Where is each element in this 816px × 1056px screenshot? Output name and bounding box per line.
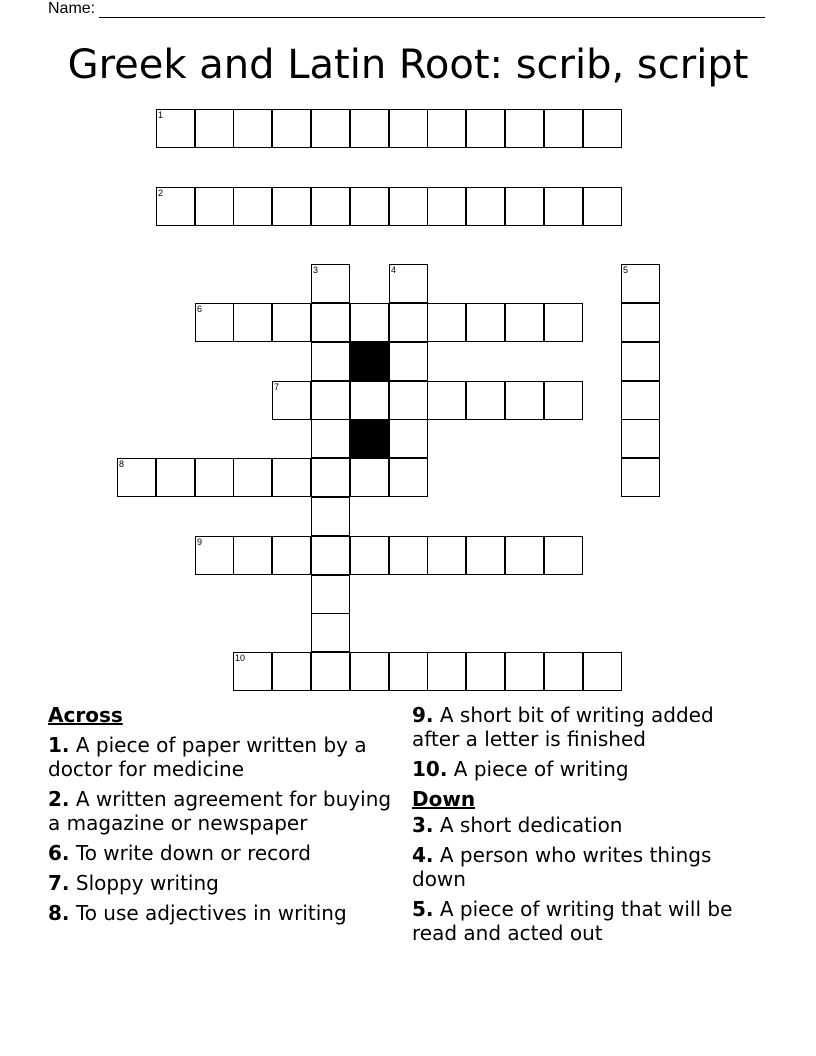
- crossword-cell[interactable]: [311, 303, 350, 342]
- crossword-cell[interactable]: [311, 652, 350, 691]
- crossword-cell[interactable]: [389, 342, 428, 381]
- crossword-cell[interactable]: [389, 419, 428, 458]
- crossword-cell[interactable]: [505, 381, 544, 420]
- crossword-cell[interactable]: [544, 652, 583, 691]
- crossword-cell[interactable]: [272, 109, 311, 148]
- crossword-black-cell: [350, 419, 389, 458]
- crossword-cell[interactable]: [427, 109, 466, 148]
- clue-down-4: 4. A person who writes things down: [412, 843, 712, 891]
- crossword-cell[interactable]: [272, 381, 311, 420]
- crossword-cell[interactable]: [427, 536, 466, 575]
- crossword-cell[interactable]: [389, 652, 428, 691]
- crossword-cell[interactable]: [311, 264, 350, 303]
- crossword-cell[interactable]: [544, 303, 583, 342]
- crossword-cell[interactable]: [544, 109, 583, 148]
- clue-number: 1: [158, 110, 164, 120]
- crossword-cell[interactable]: [427, 652, 466, 691]
- crossword-cell[interactable]: [195, 109, 234, 148]
- clue-number: 4: [391, 265, 397, 275]
- crossword-cell[interactable]: [505, 303, 544, 342]
- clue-across-1: 1. A piece of paper written by a doctor for medicine: [48, 733, 367, 781]
- crossword-cell[interactable]: [272, 536, 311, 575]
- crossword-cell[interactable]: [583, 187, 622, 226]
- crossword-cell[interactable]: [156, 458, 195, 497]
- crossword-cell[interactable]: [621, 264, 660, 303]
- crossword-cell[interactable]: [389, 264, 428, 303]
- clue-across-2: 2. A written agreement for buying a magazine or newspaper: [48, 787, 392, 835]
- crossword-black-cell: [350, 342, 389, 381]
- clue-number: 10: [235, 653, 246, 663]
- clue-across-8: 8. To use adjectives in writing: [48, 901, 347, 925]
- crossword-cell[interactable]: [427, 187, 466, 226]
- crossword-cell[interactable]: [466, 536, 505, 575]
- crossword-cell[interactable]: [350, 652, 389, 691]
- crossword-cell[interactable]: [505, 187, 544, 226]
- crossword-cell[interactable]: [195, 187, 234, 226]
- crossword-cell[interactable]: [389, 109, 428, 148]
- crossword-cell[interactable]: [621, 381, 660, 420]
- clue-number: 9: [197, 537, 203, 547]
- crossword-cell[interactable]: [233, 652, 272, 691]
- crossword-cell[interactable]: [350, 381, 389, 420]
- crossword-cell[interactable]: [117, 458, 156, 497]
- crossword-cell[interactable]: [583, 652, 622, 691]
- page-title: Greek and Latin Root: scrib, script: [67, 42, 749, 88]
- crossword-cell[interactable]: [311, 497, 350, 536]
- crossword-cell[interactable]: [389, 536, 428, 575]
- crossword-cell[interactable]: [544, 536, 583, 575]
- crossword-cell[interactable]: [466, 187, 505, 226]
- across-heading: Across: [48, 703, 123, 727]
- crossword-cell[interactable]: [505, 652, 544, 691]
- crossword-cell[interactable]: [350, 187, 389, 226]
- crossword-cell[interactable]: [350, 536, 389, 575]
- crossword-cell[interactable]: [156, 187, 195, 226]
- crossword-cell[interactable]: [621, 342, 660, 381]
- crossword-cell[interactable]: [311, 575, 350, 614]
- crossword-cell[interactable]: [272, 652, 311, 691]
- crossword-cell[interactable]: [195, 536, 234, 575]
- clue-across-6: 6. To write down or record: [48, 841, 311, 865]
- crossword-cell[interactable]: [427, 381, 466, 420]
- crossword-cell[interactable]: [233, 109, 272, 148]
- crossword-cell[interactable]: [544, 381, 583, 420]
- crossword-cell[interactable]: [233, 187, 272, 226]
- crossword-cell[interactable]: [389, 187, 428, 226]
- crossword-cell[interactable]: [311, 187, 350, 226]
- crossword-cell[interactable]: [350, 458, 389, 497]
- clue-down-5: 5. A piece of writing that will be read and acted out: [412, 897, 733, 945]
- crossword-cell[interactable]: [233, 303, 272, 342]
- crossword-cell[interactable]: [156, 109, 195, 148]
- clues-column-left: [48, 703, 408, 931]
- crossword-cell[interactable]: [621, 303, 660, 342]
- clue-across-7: 7. Sloppy writing: [48, 871, 219, 895]
- crossword-cell[interactable]: [311, 381, 350, 420]
- clue-number: 7: [274, 382, 280, 392]
- crossword-cell[interactable]: [272, 303, 311, 342]
- crossword-cell[interactable]: [195, 303, 234, 342]
- crossword-cell[interactable]: [389, 458, 428, 497]
- clue-number: 5: [623, 265, 629, 275]
- crossword-cell[interactable]: [195, 458, 234, 497]
- clue-across-10: 10. A piece of writing: [412, 757, 629, 781]
- clue-number: 8: [119, 459, 125, 469]
- crossword-cell[interactable]: [505, 109, 544, 148]
- crossword-cell[interactable]: [389, 381, 428, 420]
- crossword-cell[interactable]: [427, 303, 466, 342]
- crossword-cell[interactable]: [311, 613, 350, 652]
- crossword-cell[interactable]: [466, 109, 505, 148]
- crossword-cell[interactable]: [350, 303, 389, 342]
- crossword-cell[interactable]: [311, 109, 350, 148]
- crossword-cell[interactable]: [350, 109, 389, 148]
- crossword-cell[interactable]: [466, 652, 505, 691]
- crossword-cell[interactable]: [311, 536, 350, 575]
- crossword-cell[interactable]: [311, 342, 350, 381]
- crossword-cell[interactable]: [621, 458, 660, 497]
- clues-column-right: [412, 703, 757, 951]
- down-heading: Down: [412, 787, 476, 811]
- crossword-cell[interactable]: [311, 419, 350, 458]
- clue-down-3: 3. A short dedication: [412, 813, 623, 837]
- crossword-cell[interactable]: [544, 187, 583, 226]
- clue-number: 6: [197, 304, 203, 314]
- name-label: Name:: [48, 0, 96, 17]
- clue-number: 3: [313, 265, 319, 275]
- crossword-cell[interactable]: [466, 303, 505, 342]
- crossword-cell[interactable]: [311, 458, 350, 497]
- clue-number: 2: [158, 188, 164, 198]
- crossword-cell[interactable]: [466, 381, 505, 420]
- crossword-cell[interactable]: [389, 303, 428, 342]
- crossword-cell[interactable]: [583, 109, 622, 148]
- crossword-cell[interactable]: [233, 458, 272, 497]
- crossword-cell[interactable]: [272, 187, 311, 226]
- crossword-cell[interactable]: [621, 419, 660, 458]
- clue-across-9: 9. A short bit of writing added after a letter is finished: [412, 703, 714, 751]
- crossword-cell[interactable]: [505, 536, 544, 575]
- crossword-cell[interactable]: [272, 458, 311, 497]
- crossword-cell[interactable]: [233, 536, 272, 575]
